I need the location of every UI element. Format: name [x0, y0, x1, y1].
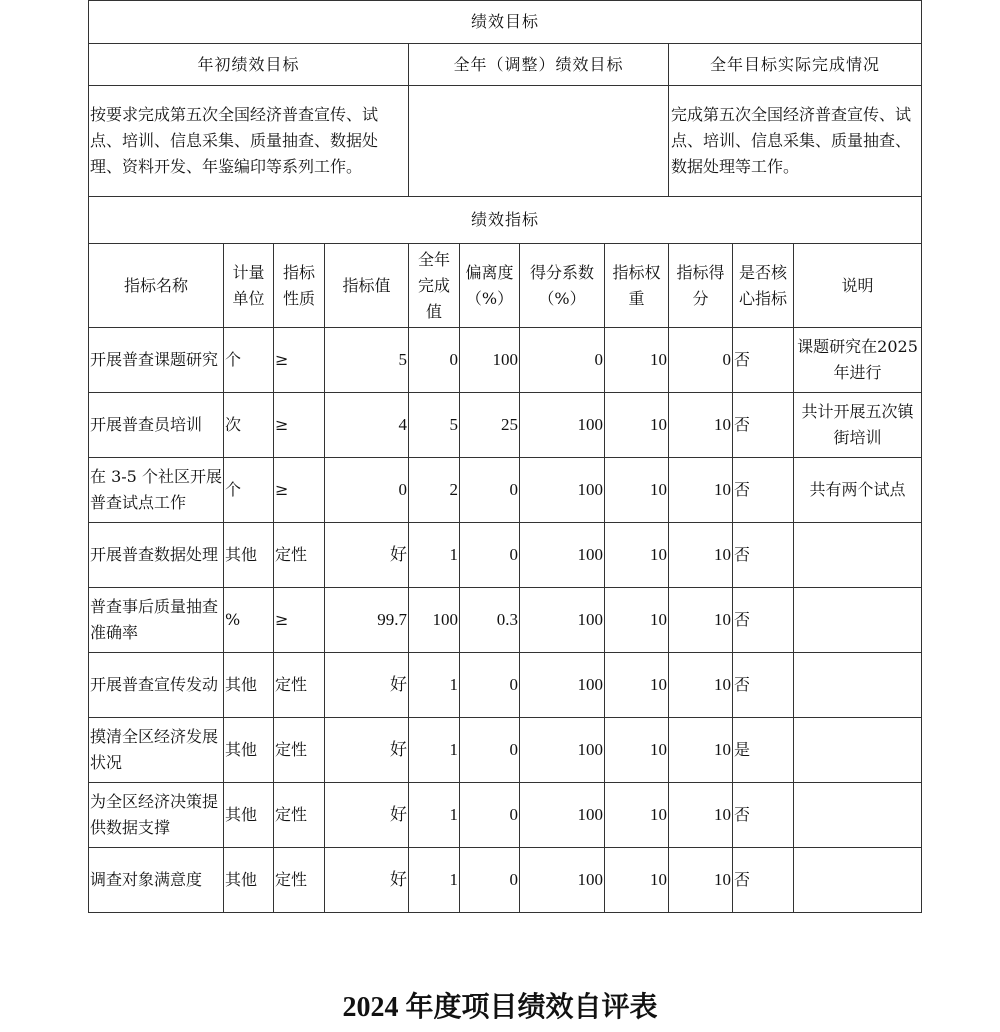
table-row	[89, 328, 922, 393]
note-cell	[794, 848, 922, 913]
target-value-cell: 好	[325, 783, 409, 848]
table-row	[89, 848, 922, 913]
col-header-nature: 指标性质	[274, 244, 325, 328]
is-core-cell: 否	[733, 848, 794, 913]
adjusted-goal-text	[409, 86, 669, 197]
target-value-cell: 好	[325, 653, 409, 718]
score-coefficient-cell: 100	[520, 458, 605, 523]
table-row	[89, 588, 922, 653]
note-cell	[794, 653, 922, 718]
col-header-deviation: 偏离度（%）	[460, 244, 520, 328]
initial-goal-text: 按要求完成第五次全国经济普查宣传、试点、培训、信息采集、质量抽查、数据处理、资料开发、年鉴编印等系列工作。	[89, 86, 409, 197]
target-value-cell: 4	[325, 393, 409, 458]
is-core-cell: 否	[733, 328, 794, 393]
deviation-cell: 0	[460, 783, 520, 848]
note-cell	[794, 523, 922, 588]
table-row	[89, 458, 922, 523]
next-page-title	[0, 985, 1000, 1025]
indicator-name-cell: 开展普查宣传发动	[89, 653, 224, 718]
deviation-cell: 0	[460, 653, 520, 718]
target-value-cell: 5	[325, 328, 409, 393]
actual-completion-header: 全年目标实际完成情况	[669, 44, 922, 86]
indicator-name-cell: 摸清全区经济发展状况	[89, 718, 224, 783]
actual-completion-text: 完成第五次全国经济普查宣传、试点、培训、信息采集、质量抽查、数据处理等工作。	[669, 86, 922, 197]
actual-value-cell: 1	[409, 523, 460, 588]
indicator-column-headers	[89, 244, 922, 328]
nature-cell: 定性	[274, 523, 325, 588]
actual-value-cell: 100	[409, 588, 460, 653]
unit-cell: 其他	[224, 653, 274, 718]
deviation-cell: 100	[460, 328, 520, 393]
target-value-cell: 99.7	[325, 588, 409, 653]
weight-cell: 10	[605, 458, 669, 523]
indicator-name-cell: 开展普查数据处理	[89, 523, 224, 588]
col-header-coefficient: 得分系数（%）	[520, 244, 605, 328]
col-header-core: 是否核心指标	[733, 244, 794, 328]
actual-value-cell: 0	[409, 328, 460, 393]
unit-cell: 其他	[224, 848, 274, 913]
performance-table	[88, 0, 922, 913]
indicator-score-cell: 10	[669, 588, 733, 653]
actual-value-cell: 2	[409, 458, 460, 523]
indicator-score-cell: 10	[669, 783, 733, 848]
table-row	[89, 523, 922, 588]
score-coefficient-cell: 100	[520, 718, 605, 783]
target-value-cell: 好	[325, 523, 409, 588]
col-header-unit: 计量单位	[224, 244, 274, 328]
is-core-cell: 否	[733, 393, 794, 458]
target-value-cell: 好	[325, 848, 409, 913]
target-value-cell: 好	[325, 718, 409, 783]
note-cell: 共有两个试点	[794, 458, 922, 523]
is-core-cell: 否	[733, 783, 794, 848]
indicator-score-cell: 10	[669, 848, 733, 913]
actual-value-cell: 1	[409, 783, 460, 848]
nature-cell: ≥	[274, 588, 325, 653]
indicator-name-cell: 普查事后质量抽查准确率	[89, 588, 224, 653]
goals-section-title: 绩效目标	[89, 1, 922, 44]
target-value-cell: 0	[325, 458, 409, 523]
next-page-title-text: 2024 年度项目绩效自评表	[342, 992, 658, 1023]
weight-cell: 10	[605, 848, 669, 913]
weight-cell: 10	[605, 393, 669, 458]
unit-cell: 个	[224, 328, 274, 393]
nature-cell: 定性	[274, 848, 325, 913]
is-core-cell: 否	[733, 523, 794, 588]
col-header-name: 指标名称	[89, 244, 224, 328]
score-coefficient-cell: 100	[520, 523, 605, 588]
col-header-score: 指标得分	[669, 244, 733, 328]
initial-goal-header: 年初绩效目标	[89, 44, 409, 86]
indicator-name-cell: 为全区经济决策提供数据支撑	[89, 783, 224, 848]
nature-cell: ≥	[274, 458, 325, 523]
score-coefficient-cell: 0	[520, 328, 605, 393]
nature-cell: 定性	[274, 718, 325, 783]
unit-cell: 其他	[224, 783, 274, 848]
unit-cell: 次	[224, 393, 274, 458]
unit-cell: 其他	[224, 718, 274, 783]
is-core-cell: 否	[733, 653, 794, 718]
col-header-weight: 指标权重	[605, 244, 669, 328]
actual-value-cell: 1	[409, 653, 460, 718]
table-row	[89, 393, 922, 458]
unit-cell: 其他	[224, 523, 274, 588]
score-coefficient-cell: 100	[520, 588, 605, 653]
indicator-name-cell: 在 3-5 个社区开展普查试点工作	[89, 458, 224, 523]
deviation-cell: 0.3	[460, 588, 520, 653]
deviation-cell: 0	[460, 848, 520, 913]
indicators-section-title: 绩效指标	[89, 197, 922, 244]
score-coefficient-cell: 100	[520, 653, 605, 718]
indicator-name-cell: 调查对象满意度	[89, 848, 224, 913]
indicator-score-cell: 0	[669, 328, 733, 393]
table-row	[89, 783, 922, 848]
indicator-score-cell: 10	[669, 393, 733, 458]
note-cell: 课题研究在2025 年进行	[794, 328, 922, 393]
weight-cell: 10	[605, 328, 669, 393]
weight-cell: 10	[605, 718, 669, 783]
note-cell	[794, 783, 922, 848]
indicator-name-cell: 开展普查课题研究	[89, 328, 224, 393]
adjusted-goal-header: 全年（调整）绩效目标	[409, 44, 669, 86]
nature-cell: ≥	[274, 393, 325, 458]
nature-cell: ≥	[274, 328, 325, 393]
weight-cell: 10	[605, 653, 669, 718]
indicator-rows	[89, 328, 922, 913]
score-coefficient-cell: 100	[520, 393, 605, 458]
actual-value-cell: 5	[409, 393, 460, 458]
indicator-name-cell: 开展普查员培训	[89, 393, 224, 458]
actual-value-cell: 1	[409, 718, 460, 783]
is-core-cell: 是	[733, 718, 794, 783]
note-cell	[794, 718, 922, 783]
nature-cell: 定性	[274, 783, 325, 848]
note-cell	[794, 588, 922, 653]
indicator-score-cell: 10	[669, 458, 733, 523]
deviation-cell: 0	[460, 718, 520, 783]
weight-cell: 10	[605, 783, 669, 848]
table-row	[89, 718, 922, 783]
score-coefficient-cell: 100	[520, 848, 605, 913]
deviation-cell: 0	[460, 523, 520, 588]
score-coefficient-cell: 100	[520, 783, 605, 848]
indicator-score-cell: 10	[669, 653, 733, 718]
nature-cell: 定性	[274, 653, 325, 718]
col-header-target: 指标值	[325, 244, 409, 328]
deviation-cell: 0	[460, 458, 520, 523]
indicator-score-cell: 10	[669, 718, 733, 783]
is-core-cell: 否	[733, 458, 794, 523]
weight-cell: 10	[605, 523, 669, 588]
actual-value-cell: 1	[409, 848, 460, 913]
col-header-note: 说明	[794, 244, 922, 328]
weight-cell: 10	[605, 588, 669, 653]
col-header-actual: 全年完成值	[409, 244, 460, 328]
unit-cell: %	[224, 588, 274, 653]
is-core-cell: 否	[733, 588, 794, 653]
table-row	[89, 653, 922, 718]
note-cell: 共计开展五次镇街培训	[794, 393, 922, 458]
indicator-score-cell: 10	[669, 523, 733, 588]
unit-cell: 个	[224, 458, 274, 523]
deviation-cell: 25	[460, 393, 520, 458]
